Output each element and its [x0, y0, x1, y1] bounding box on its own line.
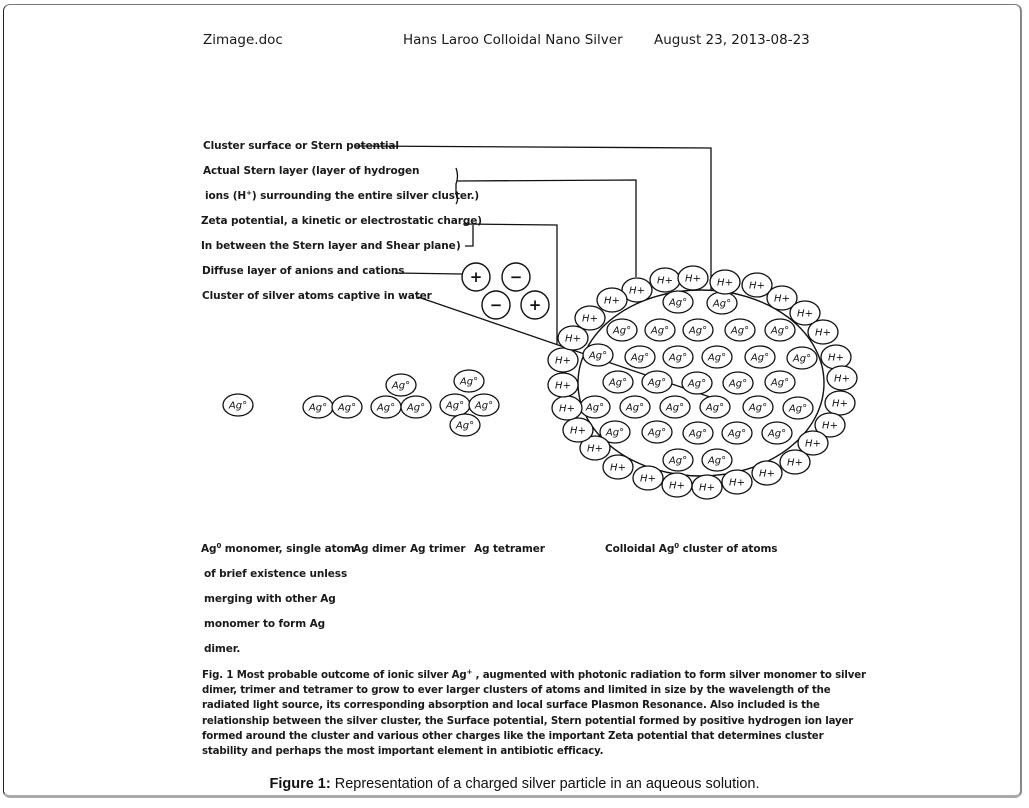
cation-icon: [462, 263, 490, 291]
svg-text:+: +: [528, 296, 542, 314]
hydrogen-ion: [603, 455, 633, 479]
hydrogen-ion: [780, 450, 810, 474]
hydrogen-ion: [552, 396, 582, 420]
silver-atom: [722, 422, 752, 444]
label-monomer-note-1: of brief existence unless: [204, 568, 348, 580]
svg-text:Ag°: Ag°: [337, 402, 357, 414]
svg-text:Ag°: Ag°: [406, 402, 426, 414]
svg-text:H+: H+: [555, 380, 571, 392]
svg-text:Ag°: Ag°: [585, 402, 605, 414]
hydrogen-ion: [752, 461, 782, 485]
svg-text:Ag°: Ag°: [650, 325, 670, 337]
svg-text:Ag°: Ag°: [707, 455, 727, 467]
silver-atom: [620, 396, 650, 418]
svg-text:H+: H+: [582, 313, 598, 325]
silver-atom: [603, 371, 633, 393]
silver-atom: [625, 346, 655, 368]
silver-atom: [660, 396, 690, 418]
silver-atom: [783, 397, 813, 419]
svg-text:Ag°: Ag°: [688, 325, 708, 337]
svg-text:H+: H+: [834, 373, 850, 385]
trimer-atom: [386, 374, 416, 396]
svg-text:Ag°: Ag°: [770, 325, 790, 337]
silver-atom: [700, 396, 730, 418]
dimer-atom: [332, 396, 362, 418]
svg-text:H+: H+: [797, 308, 813, 320]
hydrogen-ion: [563, 418, 593, 442]
svg-text:H+: H+: [815, 327, 831, 339]
trimer-atom: [371, 396, 401, 418]
cluster-silver-atoms: [580, 291, 817, 471]
svg-text:H+: H+: [828, 352, 844, 364]
silver-atom: [702, 449, 732, 471]
svg-text:Ag°: Ag°: [665, 402, 685, 414]
svg-text:H+: H+: [555, 355, 571, 367]
hydrogen-ion: [548, 348, 578, 372]
svg-text:Ag°: Ag°: [605, 427, 625, 439]
svg-text:Ag°: Ag°: [376, 402, 396, 414]
silver-atom: [583, 344, 613, 366]
svg-text:Ag°: Ag°: [647, 377, 667, 389]
label-monomer-note-4: dimer.: [204, 643, 241, 655]
label-monomer-note-3: monomer to form Ag: [204, 618, 326, 630]
figure-description: Fig. 1 Most probable outcome of ionic silver Ag+ , augmented with photonic radiation to form silver monomer to silver dimer, trimer and tetramer to grow to ever larger clusters of atoms and limited in size by the wavelength of the radiated light source, its corresponding absorption and local surface Plasmon Resonance. Also included is the relationship between the silver cluster, the Surface potential, Stern potential formed by positive hydrogen ion layer formed around the cluster and various other charges like the important Zeta potential that determines cluster stability and perhaps the most important element in antibiotic efficacy.: [202, 668, 866, 758]
svg-text:H+: H+: [604, 295, 620, 307]
label-stern-layer-1: Actual Stern layer (layer of hydrogen: [203, 165, 420, 177]
svg-text:H+: H+: [685, 273, 701, 285]
svg-text:Ag°: Ag°: [445, 400, 465, 412]
hydrogen-ion: [597, 288, 627, 312]
svg-text:H+: H+: [717, 277, 733, 289]
svg-text:Ag°: Ag°: [730, 325, 750, 337]
svg-text:H+: H+: [759, 468, 775, 480]
svg-text:Ag°: Ag°: [625, 402, 645, 414]
hydrogen-ion: [825, 391, 855, 415]
label-cluster-captive: Cluster of silver atoms captive in water: [202, 290, 432, 302]
svg-text:Ag°: Ag°: [668, 297, 688, 309]
silver-atom: [663, 346, 693, 368]
tetramer-atom: [469, 394, 499, 416]
svg-text:Ag°: Ag°: [391, 380, 411, 392]
svg-text:H+: H+: [570, 425, 586, 437]
svg-text:Ag°: Ag°: [612, 325, 632, 337]
svg-text:H+: H+: [610, 462, 626, 474]
svg-text:Ag°: Ag°: [792, 353, 812, 365]
anion-icon: [502, 263, 530, 291]
svg-text:H+: H+: [699, 482, 715, 494]
diffuse-ions: [462, 263, 549, 319]
silver-atom: [642, 421, 672, 443]
figure-caption: Figure 1: Representation of a charged silver particle in an aqueous solution.: [269, 776, 760, 792]
hydrogen-ion: [678, 266, 708, 290]
silver-atom: [682, 372, 712, 394]
dimer-atom: [303, 396, 333, 418]
svg-text:Ag°: Ag°: [608, 377, 628, 389]
silver-atom: [580, 396, 610, 418]
leader-stern-layer: [457, 180, 636, 277]
svg-text:Ag°: Ag°: [707, 352, 727, 364]
silver-atom: [642, 371, 672, 393]
tetramer-atom: [454, 370, 484, 392]
svg-text:−: −: [489, 296, 503, 314]
svg-text:Ag°: Ag°: [455, 420, 475, 432]
svg-text:Ag°: Ag°: [788, 403, 808, 415]
svg-text:Ag°: Ag°: [647, 427, 667, 439]
svg-text:Ag°: Ag°: [668, 352, 688, 364]
svg-text:Ag°: Ag°: [459, 376, 479, 388]
bracket-stern-layer: [456, 168, 458, 204]
label-zeta-bracket: ): [456, 240, 461, 252]
label-colloid: Colloidal Ag$^0$ cluster of atoms: [605, 542, 778, 555]
svg-text:Ag°: Ag°: [308, 402, 328, 414]
tetramer-atom: [450, 414, 480, 436]
svg-text:+: +: [469, 268, 483, 286]
doc-date: August 23, 2013-08-23: [654, 32, 810, 48]
svg-text:Ag°: Ag°: [748, 402, 768, 414]
label-tetramer: Ag tetramer: [474, 543, 545, 555]
svg-text:Ag°: Ag°: [588, 350, 608, 362]
svg-text:H+: H+: [822, 420, 838, 432]
leader-diffuse: [395, 273, 462, 274]
hydrogen-ion: [548, 373, 578, 397]
silver-atom: [707, 292, 737, 314]
silver-atom: [607, 319, 637, 341]
leader-stern-potential: [356, 146, 711, 290]
svg-text:Ag°: Ag°: [770, 377, 790, 389]
svg-text:Ag°: Ag°: [705, 402, 725, 414]
svg-text:−: −: [509, 268, 523, 286]
svg-text:Ag°: Ag°: [727, 428, 747, 440]
hydrogen-ion: [821, 345, 851, 369]
svg-text:Ag°: Ag°: [688, 428, 708, 440]
svg-text:H+: H+: [749, 280, 765, 292]
hydrogen-ion: [692, 475, 722, 499]
svg-text:H+: H+: [669, 480, 685, 492]
hydrogen-ion: [710, 270, 740, 294]
svg-text:H+: H+: [657, 275, 673, 287]
silver-atom: [663, 291, 693, 313]
doc-author-title: Hans Laroo Colloidal Nano Silver: [403, 32, 623, 48]
silver-atom: [645, 319, 675, 341]
hydrogen-ion: [575, 306, 605, 330]
small-silver-clusters: [223, 370, 499, 436]
svg-text:Ag°: Ag°: [767, 428, 787, 440]
hydrogen-ion: [662, 473, 692, 497]
svg-text:Ag°: Ag°: [687, 378, 707, 390]
label-monomer: Ag$^0$ monomer, single atom: [201, 542, 355, 555]
svg-text:Ag°: Ag°: [750, 352, 770, 364]
label-stern-potential: Cluster surface or Stern potential: [203, 140, 399, 152]
svg-text:Ag°: Ag°: [668, 455, 688, 467]
label-zeta-2: In between the Stern layer and Shear plane: [201, 240, 456, 252]
silver-atom: [702, 346, 732, 368]
svg-text:H+: H+: [787, 457, 803, 469]
svg-text:Ag°: Ag°: [228, 400, 248, 412]
label-monomer-note-2: merging with other Ag: [204, 593, 336, 605]
hydrogen-ion: [633, 466, 663, 490]
svg-text:H+: H+: [774, 293, 790, 305]
silver-atom: [787, 347, 817, 369]
hydrogen-ion: [558, 326, 588, 350]
svg-text:H+: H+: [587, 443, 603, 455]
doc-filename: Zimage.doc: [203, 32, 283, 48]
svg-text:H+: H+: [729, 477, 745, 489]
silver-atom: [743, 396, 773, 418]
silver-atom: [762, 422, 792, 444]
anion-icon: [482, 291, 510, 319]
label-zeta-1: Zeta potential, a kinetic or electrostatic charge): [201, 215, 482, 227]
silver-atom: [765, 371, 795, 393]
tetramer-atom: [440, 394, 470, 416]
svg-text:Ag°: Ag°: [712, 298, 732, 310]
label-dimer: Ag dimer: [353, 543, 406, 555]
silver-atom: [683, 422, 713, 444]
silver-atom: [745, 346, 775, 368]
svg-text:H+: H+: [559, 403, 575, 415]
cation-icon: [521, 291, 549, 319]
svg-text:Ag°: Ag°: [630, 352, 650, 364]
svg-text:Ag°: Ag°: [728, 378, 748, 390]
hydrogen-ion: [808, 320, 838, 344]
svg-text:H+: H+: [805, 438, 821, 450]
svg-text:Ag°: Ag°: [474, 400, 494, 412]
silver-atom: [723, 372, 753, 394]
trimer-atom: [401, 396, 431, 418]
svg-text:H+: H+: [832, 398, 848, 410]
svg-text:H+: H+: [640, 473, 656, 485]
silver-atom: [725, 319, 755, 341]
hydrogen-ion: [722, 470, 752, 494]
silver-atom: [663, 449, 693, 471]
hydrogen-ion: [827, 366, 857, 390]
silver-atom: [765, 319, 795, 341]
label-stern-layer-2: ions (H+) surrounding the entire silver cluster.): [205, 189, 480, 202]
svg-text:H+: H+: [565, 333, 581, 345]
monomer-atom: [223, 394, 253, 416]
hydrogen-ion: [650, 268, 680, 292]
svg-text:H+: H+: [629, 285, 645, 297]
label-trimer: Ag trimer: [410, 543, 466, 555]
bracket-zeta: [465, 225, 473, 246]
silver-atom: [683, 319, 713, 341]
label-diffuse-layer: Diffuse layer of anions and cations: [202, 265, 405, 277]
